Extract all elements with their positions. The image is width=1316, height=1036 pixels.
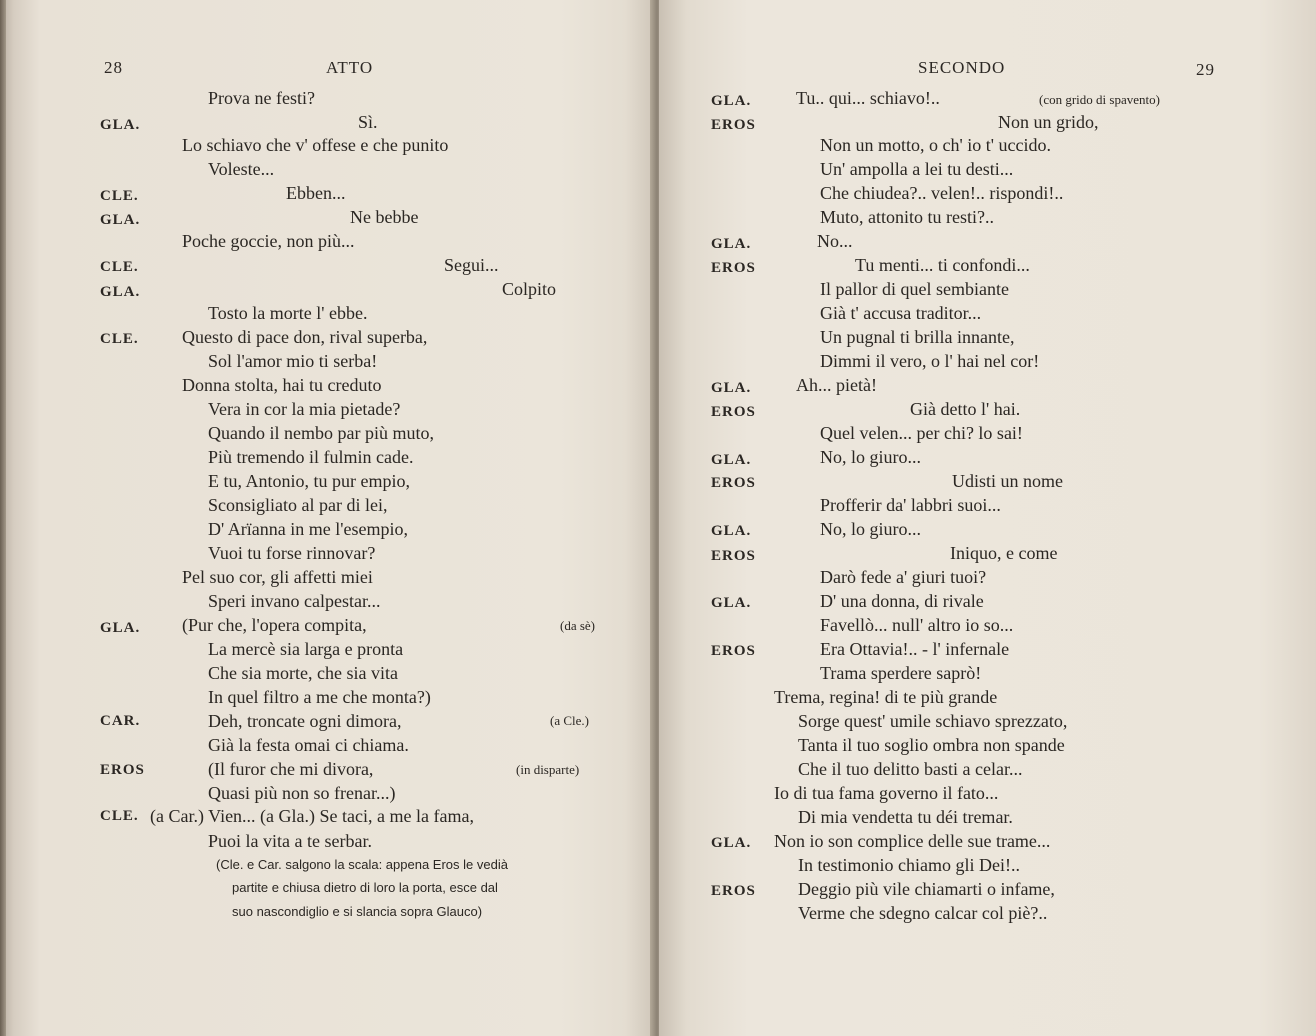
verse-line: Un' ampolla a lei tu desti...: [820, 159, 1014, 179]
speaker-label: GLA.: [100, 117, 141, 133]
speaker-label: CLE.: [100, 331, 139, 347]
verse-line: Non un motto, o ch' io t' uccido.: [820, 135, 1051, 155]
verse-line: Profferir da' labbri suoi...: [820, 495, 1001, 515]
speaker-label: EROS: [711, 475, 756, 491]
verse-line: Sì.: [358, 112, 378, 132]
speaker-label: EROS: [711, 883, 756, 899]
stage-aside: (da sè): [560, 618, 596, 633]
speaker-label: GLA.: [100, 212, 141, 228]
speaker-label: EROS: [100, 762, 145, 778]
verse-line: Il pallor di quel sembiante: [820, 279, 1009, 299]
speaker-label: GLA.: [711, 236, 752, 252]
verse-line: Trama sperdere saprò!: [820, 663, 982, 683]
verse-line: Quel velen... per chi? lo sai!: [820, 423, 1023, 443]
verse-line: Sol l'amor mio ti serba!: [208, 351, 378, 371]
speaker-label: EROS: [711, 548, 756, 564]
verse-line: Tu menti... ti confondi...: [855, 255, 1030, 275]
page-number-left: 28: [104, 58, 123, 77]
verse-line: Già detto l' hai.: [910, 399, 1021, 419]
verse-line: Pel suo cor, gli affetti miei: [182, 567, 373, 587]
speaker-label: GLA.: [100, 620, 141, 636]
verse-line: Darò fede a' giuri tuoi?: [820, 567, 987, 587]
verse-line: Puoi la vita a te serbar.: [208, 831, 372, 851]
speaker-label: CLE.: [100, 259, 139, 275]
verse-line: Speri invano calpestar...: [208, 591, 381, 611]
speaker-label: CLE.: [100, 808, 139, 824]
verse-line: Non io son complice delle sue trame...: [774, 831, 1051, 851]
verse-line: Deggio più vile chiamarti o infame,: [798, 879, 1055, 899]
speaker-label: EROS: [711, 117, 756, 133]
verse-line: Sorge quest' umile schiavo sprezzato,: [798, 711, 1068, 731]
verse-line: Era Ottavia!.. - l' infernale: [820, 639, 1010, 659]
running-header-left: ATTO: [326, 58, 374, 77]
verse-line: D' Arïanna in me l'esempio,: [208, 519, 408, 539]
verse-line: Donna stolta, hai tu creduto: [182, 375, 382, 395]
verse-line: Tosto la morte l' ebbe.: [208, 303, 368, 323]
speaker-label: EROS: [711, 260, 756, 276]
verse-line: Iniquo, e come: [950, 543, 1058, 563]
page-edge: [0, 0, 6, 1036]
verse-line: No, lo giuro...: [820, 447, 921, 467]
verse-line: Quando il nembo par più muto,: [208, 423, 434, 443]
verse-line: Dimmi il vero, o l' hai nel cor!: [820, 351, 1040, 371]
speaker-label: GLA.: [711, 380, 752, 396]
verse-line: Trema, regina! di te più grande: [774, 687, 998, 707]
stage-direction-line: (Cle. e Car. salgono la scala: appena Eros le vedià: [216, 857, 508, 872]
verse-line: D' una donna, di rivale: [820, 591, 984, 611]
verse-line: Sconsigliato al par di lei,: [208, 495, 388, 515]
verse-line: Che sia morte, che sia vita: [208, 663, 398, 683]
stage-direction-line: suo nascondiglio e si slancia sopra Glauco): [232, 904, 483, 919]
verse-line: E tu, Antonio, tu pur empio,: [208, 471, 410, 491]
verse-line: Favellò... null' altro io so...: [820, 615, 1014, 635]
speaker-label: GLA.: [711, 93, 752, 109]
speaker-label: GLA.: [100, 284, 141, 300]
verse-line: Colpito: [502, 279, 557, 299]
verse-line: Deh, troncate ogni dimora,: [208, 711, 402, 731]
verse-line: Più tremendo il fulmin cade.: [208, 447, 414, 467]
verse-line: Già t' accusa traditor...: [820, 303, 982, 323]
speaker-label: CAR.: [100, 713, 141, 729]
verse-line: Tu.. qui... schiavo!..: [796, 88, 940, 108]
left-page: [0, 0, 655, 1036]
verse-line: Udisti un nome: [952, 471, 1063, 491]
verse-line: Voleste...: [208, 159, 275, 179]
speaker-label: GLA.: [711, 523, 752, 539]
verse-line: In quel filtro a me che monta?): [208, 687, 431, 707]
verse-line: (Il furor che mi divora,: [208, 759, 374, 779]
verse-line: (a Car.) Vien... (a Gla.) Se taci, a me la fama,: [150, 806, 474, 826]
verse-line: La mercè sia larga e pronta: [208, 639, 404, 659]
verse-line: Questo di pace don, rival superba,: [182, 327, 428, 347]
speaker-label: EROS: [711, 404, 756, 420]
verse-line: Io di tua fama governo il fato...: [774, 783, 999, 803]
stage-aside: (a Cle.): [550, 713, 589, 728]
verse-line: Di mia vendetta tu déi tremar.: [798, 807, 1013, 827]
stage-aside: (con grido di spavento): [1039, 92, 1160, 107]
verse-line: Ah... pietà!: [796, 375, 877, 395]
speaker-label: CLE.: [100, 188, 139, 204]
stage-aside: (in disparte): [516, 762, 580, 777]
verse-line: No...: [817, 231, 853, 251]
verse-line: Che il tuo delitto basti a celar...: [798, 759, 1023, 779]
verse-line: Ne bebbe: [350, 207, 419, 227]
verse-line: Non un grido,: [998, 112, 1099, 132]
stage-direction-line: partite e chiusa dietro di loro la porta, esce dal: [232, 880, 498, 895]
verse-line: Ebben...: [286, 183, 346, 203]
verse-line: Vuoi tu forse rinnovar?: [208, 543, 376, 563]
verse-line: Segui...: [444, 255, 499, 275]
verse-line: In testimonio chiamo gli Dei!..: [798, 855, 1020, 875]
verse-line: Vera in cor la mia pietade?: [208, 399, 401, 419]
verse-line: Prova ne festi?: [208, 88, 315, 108]
running-header-right: SECONDO: [918, 58, 1006, 77]
verse-line: No, lo giuro...: [820, 519, 921, 539]
verse-line: Poche goccie, non più...: [182, 231, 355, 251]
speaker-label: GLA.: [711, 595, 752, 611]
verse-line: Che chiudea?.. velen!.. rispondi!..: [820, 183, 1064, 203]
page-number-right: 29: [1196, 60, 1215, 79]
speaker-label: GLA.: [711, 452, 752, 468]
verse-line: Verme che sdegno calcar col piè?..: [798, 903, 1048, 923]
speaker-label: GLA.: [711, 835, 752, 851]
verse-line: Lo schiavo che v' offese e che punito: [182, 135, 449, 155]
verse-line: Già la festa omai ci chiama.: [208, 735, 409, 755]
verse-line: Quasi più non so frenar...): [208, 783, 396, 803]
verse-line: Tanta il tuo soglio ombra non spande: [798, 735, 1065, 755]
verse-line: (Pur che, l'opera compita,: [182, 615, 367, 635]
verse-line: Un pugnal ti brilla innante,: [820, 327, 1015, 347]
right-page: [659, 0, 1316, 1036]
verse-line: Muto, attonito tu resti?..: [820, 207, 994, 227]
speaker-label: EROS: [711, 643, 756, 659]
